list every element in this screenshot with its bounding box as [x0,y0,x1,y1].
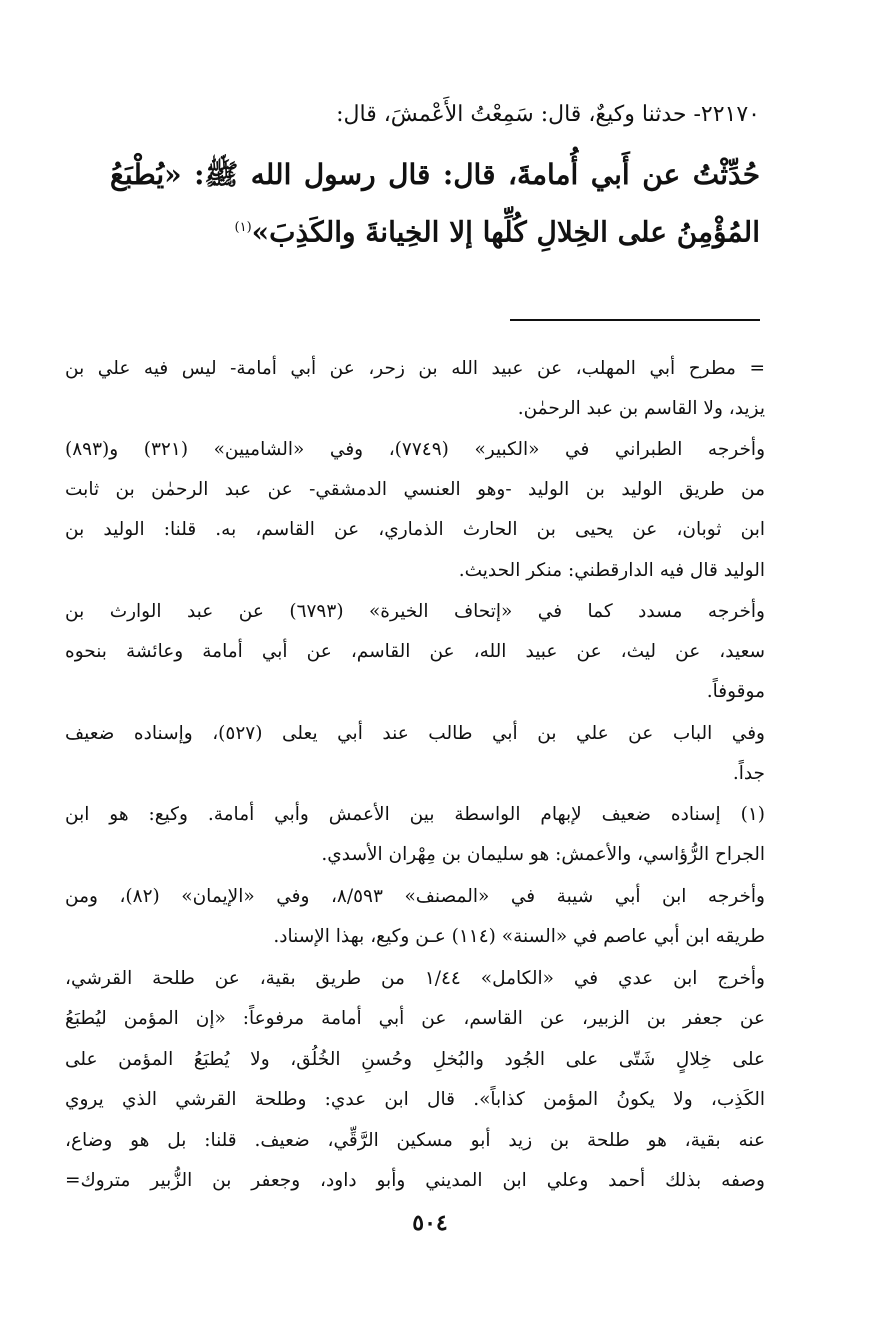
footnote-reference: (١) [234,220,252,235]
footnote-line: طريقه ابن أبي عاصم في «السنة» (١١٤) عـن وكيع، بهذا الإسناد. [273,926,765,947]
footnote-line: من طريق الوليد بن الوليد -وهو العنسي الدمشقي- عن عبد الرحمٰن بن ثابت [65,479,765,500]
hadith-text-line-2 [110,208,760,252]
footnote-line: وفي الباب عن علي بن أبي طالب عند أبي يعلى (٥٢٧)، وإسناده ضعيف [65,723,765,744]
footnote-line: = مطرح أبي المهلب، عن عبيد الله بن زحر، عن أبي أمامة- ليس فيه علي بن [65,358,765,379]
footnote-line: وأخرج ابن عدي في «الكامل» ١/٤٤ من طريق بقية، عن طلحة القرشي، [65,968,765,989]
footnote-line: الجراح الرُّؤاسي، والأعمش: هو سليمان بن مِهْران الأسدي. [321,844,765,865]
footnote-line: ابن ثوبان، عن يحيى بن الحارث الذماري، عن القاسم، به. قلنا: الوليد بن [65,519,765,540]
footnote-separator [510,319,760,321]
footnote-line: عنه بقية، هو طلحة بن زيد أبو مسكين الرَّقِّي، ضعيف. قلنا: بل هو وضاع، [65,1130,765,1151]
footnote-line: موقوفاً. [706,681,765,702]
footnote-line: جداً. [732,763,765,784]
footnote-line: عن جعفر بن الزبير، عن القاسم، عن أبي أمامة مرفوعاً: «إن المؤمن ليُطبَعُ [65,1008,765,1029]
hadith-text-line-2-content: المُؤْمِنُ على الخِلالِ كُلِّها إلا الخِيانةَ والكَذِبَ» [251,215,760,249]
footnote-line: وأخرجه مسدد كما في «إتحاف الخيرة» (٦٧٩٣) عن عبد الوارث بن [65,601,765,622]
footnote-line: يزيد، ولا القاسم بن عبد الرحمٰن. [517,398,765,419]
footnote-line: على خِلالٍ شَتّى على الجُود والبُخلِ وحُسنِ الخُلُق، ولا يُطبَعُ المؤمن على [65,1049,765,1070]
footnote-line: الوليد قال فيه الدارقطني: منكر الحديث. [458,560,765,581]
footnote-line: سعيد، عن ليث، عن عبيد الله، عن القاسم، عن أبي أمامة وعائشة بنحوه [65,641,765,662]
footnote-line: وأخرجه ابن أبي شيبة في «المصنف» ٨/٥٩٣، وفي «الإيمان» (٨٢)، ومن [65,886,765,907]
footnote-line: الكَذِب، ولا يكونُ المؤمن كذاباً». قال ابن عدي: وطلحة القرشي الذي يروي [65,1089,765,1110]
hadith-text-line-1: حُدِّثْتُ عن أَبي أُمامةَ، قال: قال رسول الله ﷺ: «يُطْبَعُ [110,158,760,191]
footnote-line: وأخرجه الطبراني في «الكبير» (٧٧٤٩)، وفي «الشاميين» (٣٢١) و(٨٩٣) [65,439,765,460]
footnote-line: (١) إسناده ضعيف لإبهام الواسطة بين الأعمش وأبي أمامة. وكيع: هو ابن [65,804,765,825]
footnote-line: وصفه بذلك أحمد وعلي ابن المديني وأبو داود، وجعفر بن الزُّبير متروك= [65,1170,765,1191]
hadith-heading: ٢٢١٧٠- حدثنا وكيعٌ، قال: سَمِعْتُ الأَعْمشَ، قال: [336,102,760,127]
page-number: ٥٠٤ [412,1210,448,1236]
